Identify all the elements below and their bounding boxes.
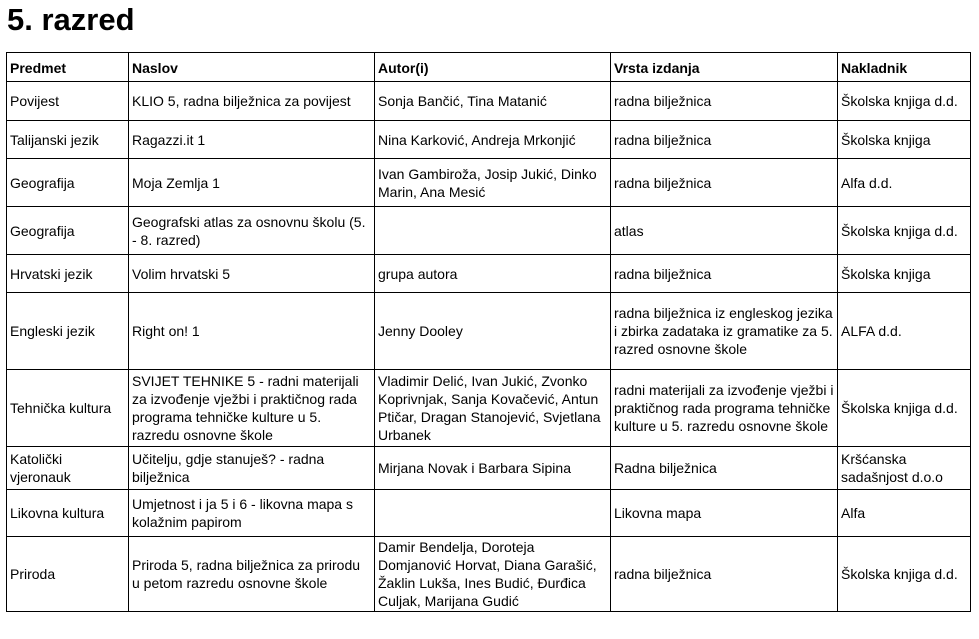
table-row [7,121,971,159]
cell-vrsta-izdanja: Radna bilježnica [611,447,838,490]
table-row [7,159,971,207]
cell-autori: Damir Bendelja, Doroteja Domjanović Horvat, Diana Garašić, Žaklin Lukša, Ines Budić, Đurđica Culjak, Marijana Gudić [375,537,611,612]
cell-predmet: Priroda [7,537,129,612]
cell-nakladnik: Školska knjiga [838,121,971,159]
cell-nakladnik: Školska knjiga d.d. [838,537,971,612]
cell-autori: Sonja Bančić, Tina Matanić [375,82,611,121]
column-header-nakladnik: Nakladnik [838,53,971,82]
table-row [7,255,971,293]
cell-nakladnik: Školska knjiga d.d. [838,207,971,255]
cell-nakladnik: Alfa [838,490,971,537]
cell-predmet: Geografija [7,159,129,207]
cell-vrsta-izdanja: radna bilježnica [611,537,838,612]
table-row [7,207,971,255]
cell-naslov: Right on! 1 [129,293,375,370]
cell-predmet: Hrvatski jezik [7,255,129,293]
column-header-autori: Autor(i) [375,53,611,82]
cell-nakladnik: Školska knjiga d.d. [838,370,971,447]
table-body [7,82,971,612]
cell-nakladnik: Školska knjiga [838,255,971,293]
column-header-naslov: Naslov [129,53,375,82]
table-row [7,447,971,490]
cell-nakladnik: Školska knjiga d.d. [838,82,971,121]
cell-naslov: Geografski atlas za osnovnu školu (5. - 8. razred) [129,207,375,255]
table-row [7,490,971,537]
cell-predmet: Talijanski jezik [7,121,129,159]
table-row [7,537,971,612]
cell-vrsta-izdanja: Likovna mapa [611,490,838,537]
cell-vrsta-izdanja: radna bilježnica [611,82,838,121]
cell-vrsta-izdanja: radna bilježnica iz engleskog jezika i zbirka zadataka iz gramatike za 5. razred osnovne škole [611,293,838,370]
column-header-vrsta-izdanja: Vrsta izdanja [611,53,838,82]
cell-autori: Mirjana Novak i Barbara Sipina [375,447,611,490]
cell-autori: Vladimir Delić, Ivan Jukić, Zvonko Koprivnjak, Sanja Kovačević, Antun Ptičar, Dragan Stanojević, Svjetlana Urbanek [375,370,611,447]
cell-naslov: SVIJET TEHNIKE 5 - radni materijali za izvođenje vježbi i praktičnog rada programa tehničke kulture u 5. razredu osnovne škole [129,370,375,447]
cell-predmet: Tehnička kultura [7,370,129,447]
cell-predmet: Katolički vjeronauk [7,447,129,490]
cell-vrsta-izdanja: radna bilježnica [611,121,838,159]
table-row [7,370,971,447]
cell-vrsta-izdanja: radni materijali za izvođenje vježbi i praktičnog rada programa tehničke kulture u 5. razredu osnovne škole [611,370,838,447]
cell-autori: Nina Karković, Andreja Mrkonjić [375,121,611,159]
cell-naslov: Umjetnost i ja 5 i 6 - likovna mapa s kolažnim papirom [129,490,375,537]
cell-autori: grupa autora [375,255,611,293]
header-row [7,53,971,82]
cell-vrsta-izdanja: radna bilježnica [611,255,838,293]
cell-nakladnik: ALFA d.d. [838,293,971,370]
textbook-table [6,52,971,612]
column-header-predmet: Predmet [7,53,129,82]
cell-autori: Ivan Gambiroža, Josip Jukić, Dinko Marin, Ana Mesić [375,159,611,207]
cell-autori [375,490,611,537]
cell-predmet: Povijest [7,82,129,121]
cell-vrsta-izdanja: atlas [611,207,838,255]
cell-autori: Jenny Dooley [375,293,611,370]
table-row [7,293,971,370]
cell-naslov: Učitelju, gdje stanuješ? - radna bilježnica [129,447,375,490]
cell-vrsta-izdanja: radna bilježnica [611,159,838,207]
cell-nakladnik: Kršćanska sadašnjost d.o.o [838,447,971,490]
cell-naslov: Volim hrvatski 5 [129,255,375,293]
cell-autori [375,207,611,255]
cell-naslov: Moja Zemlja 1 [129,159,375,207]
page-title: 5. razred [7,2,135,37]
cell-naslov: Priroda 5, radna bilježnica za prirodu u petom razredu osnovne škole [129,537,375,612]
cell-predmet: Likovna kultura [7,490,129,537]
cell-predmet: Geografija [7,207,129,255]
cell-predmet: Engleski jezik [7,293,129,370]
cell-nakladnik: Alfa d.d. [838,159,971,207]
table-row [7,82,971,121]
table-header [7,53,971,82]
cell-naslov: Ragazzi.it 1 [129,121,375,159]
cell-naslov: KLIO 5, radna bilježnica za povijest [129,82,375,121]
